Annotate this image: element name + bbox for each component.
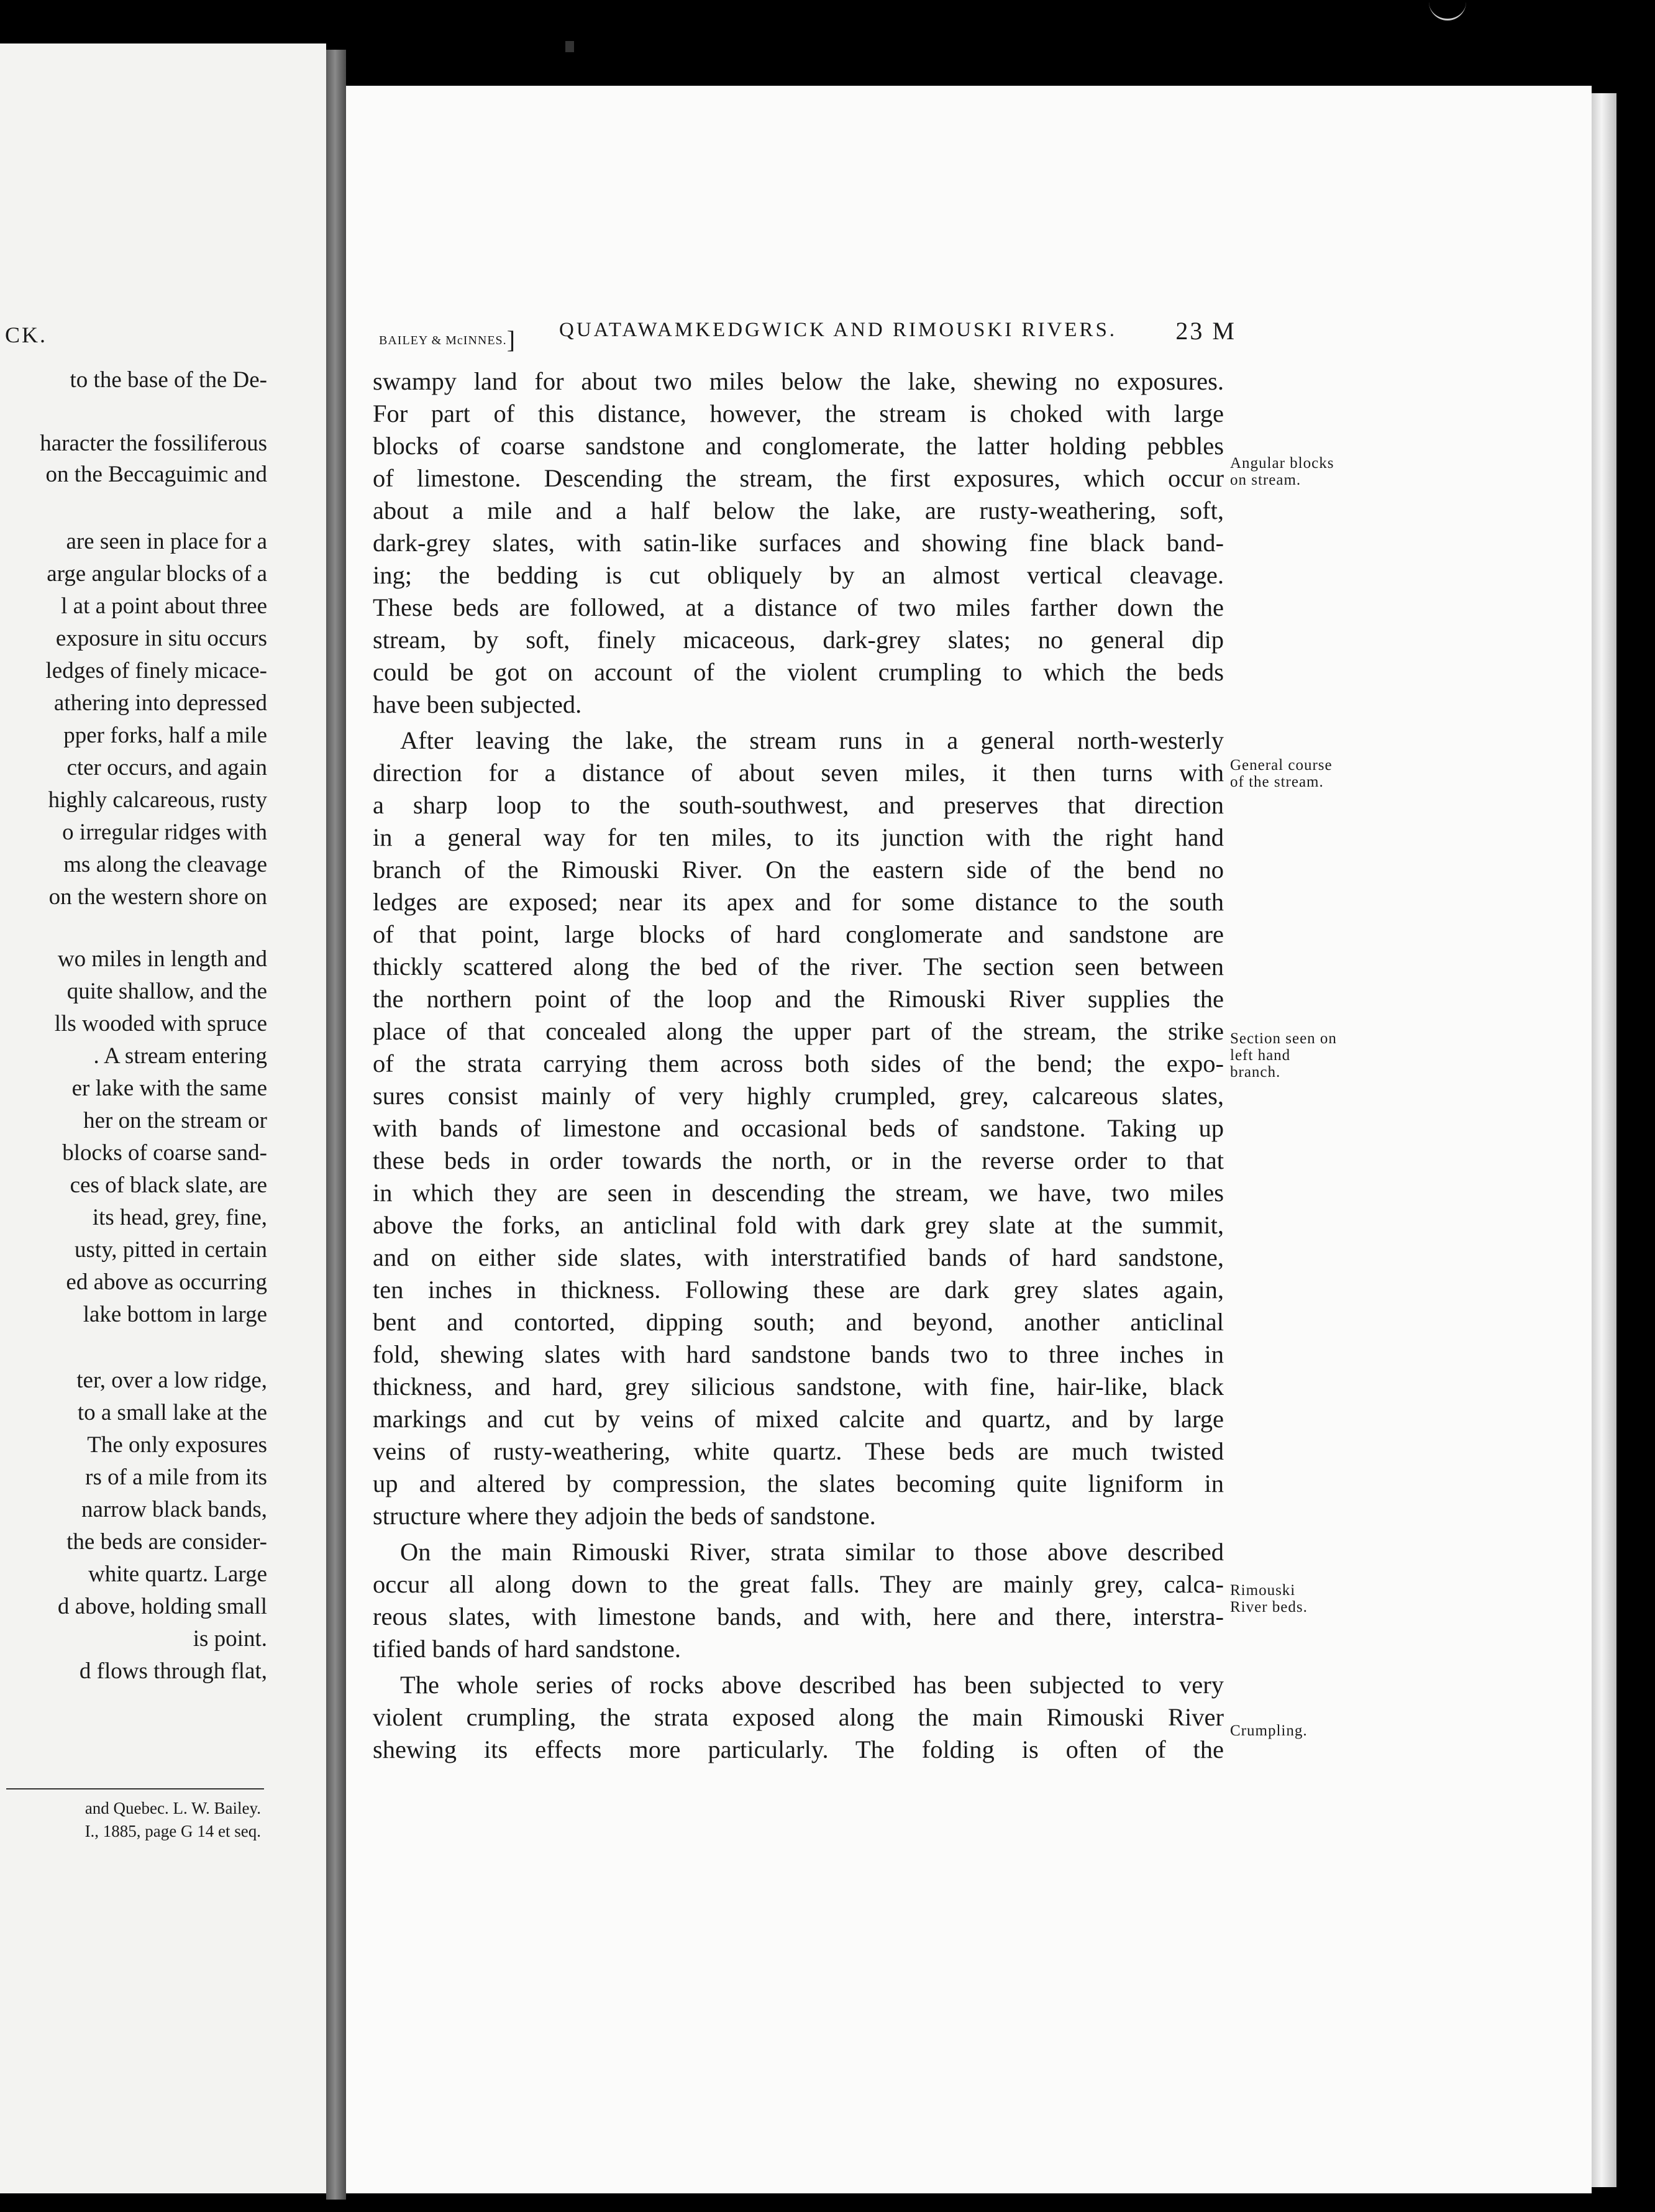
body-line: After leaving the lake, the stream runs in a general north-westerly xyxy=(400,726,1224,754)
left-line: ter, over a low ridge, xyxy=(76,1368,267,1393)
body-line: place of that concealed along the upper part of the stream, the strike xyxy=(373,1017,1224,1045)
left-line: are seen in place for a xyxy=(66,529,267,554)
body-line: in a general way for ten miles, to its junction with the right hand xyxy=(373,823,1224,851)
side-note-angular-blocks: Angular blocks on stream. xyxy=(1230,455,1334,488)
body-line: stream, by soft, finely micaceous, dark-grey slates; no general dip xyxy=(373,626,1224,654)
footnote-rule xyxy=(6,1788,264,1789)
left-line: ms along the cleavage xyxy=(63,852,267,877)
body-line: tified bands of hard sandstone. xyxy=(373,1635,682,1663)
left-footnote-line: I., 1885, page G 14 et seq. xyxy=(84,1822,261,1840)
body-line: occur all along down to the great falls. They are mainly grey, calca- xyxy=(373,1570,1224,1598)
body-line: could be got on account of the violent crumpling to which the beds xyxy=(373,658,1224,686)
body-line: thickly scattered along the bed of the river. The section seen between xyxy=(373,953,1224,980)
running-head-authors: BAILEY & McINNES.] xyxy=(379,326,516,354)
body-line: a sharp loop to the south-southwest, and preserves that direction xyxy=(373,791,1224,819)
left-line: on the western shore on xyxy=(48,884,267,910)
side-note-crumpling: Crumpling. xyxy=(1230,1722,1308,1739)
body-line: shewing its effects more particularly. The folding is often of the xyxy=(373,1735,1224,1763)
body-line: of limestone. Descending the stream, the first exposures, which occur xyxy=(373,464,1224,492)
page-edge xyxy=(1592,93,1616,2187)
body-line: bent and contorted, dipping south; and beyond, another anticlinal xyxy=(373,1308,1224,1336)
body-line: sures consist mainly of very highly crumpled, grey, calcareous slates, xyxy=(373,1082,1224,1110)
body-line: ten inches in thickness. Following these are dark grey slates again, xyxy=(373,1276,1224,1304)
left-line: white quartz. Large xyxy=(88,1561,267,1587)
left-line: to the base of the De- xyxy=(70,367,267,393)
body-line: these beds in order towards the north, or in the reverse order to that xyxy=(373,1146,1224,1174)
body-line: These beds are followed, at a distance of two miles farther down the xyxy=(373,593,1224,621)
left-line: quite shallow, and the xyxy=(66,979,267,1004)
side-note-general-course: General course of the stream. xyxy=(1230,757,1333,790)
body-line: and on either side slates, with interstratified bands of hard sandstone, xyxy=(373,1243,1224,1271)
left-line: l at a point about three xyxy=(61,593,267,619)
left-line: The only exposures xyxy=(87,1432,267,1458)
left-line: is point. xyxy=(193,1626,267,1652)
running-head xyxy=(379,314,1236,354)
scan-speck xyxy=(565,41,574,52)
left-line: its head, grey, fine, xyxy=(92,1205,267,1230)
left-line: athering into depressed xyxy=(53,690,267,716)
left-line: to a small lake at the xyxy=(77,1400,267,1425)
body-line: of the strata carrying them across both sides of the bend; the expo- xyxy=(373,1049,1224,1077)
side-note-rimouski-river-beds: Rimouski River beds. xyxy=(1230,1582,1308,1616)
left-line: on the Beccaguimic and xyxy=(45,462,267,487)
left-line: d above, holding small xyxy=(57,1594,267,1619)
body-line: veins of rusty-weathering, white quartz. These beds are much twisted xyxy=(373,1437,1224,1465)
body-line: structure where they adjoin the beds of sandstone. xyxy=(373,1502,876,1530)
book-spine xyxy=(326,50,346,2200)
body-line: in which they are seen in descending the stream, we have, two miles xyxy=(373,1179,1224,1207)
left-line: ces of black slate, are xyxy=(70,1172,267,1198)
left-line: haracter the fossiliferous xyxy=(40,431,267,456)
left-line: the beds are consider- xyxy=(66,1529,267,1555)
body-line: direction for a distance of about seven miles, it then turns with xyxy=(373,759,1224,787)
left-line: ledges of finely micace- xyxy=(45,658,267,683)
running-head-title: QUATAWAMKEDGWICK AND RIMOUSKI RIVERS. xyxy=(559,319,1118,341)
body-line: On the main Rimouski River, strata similar to those above described xyxy=(400,1538,1224,1566)
left-line: o irregular ridges with xyxy=(62,820,267,845)
left-line: exposure in situ occurs xyxy=(55,626,267,651)
body-line: about a mile and a half below the lake, are rusty-weathering, soft, xyxy=(373,496,1224,524)
body-line: swampy land for about two miles below the lake, shewing no exposures. xyxy=(373,367,1224,395)
body-line: The whole series of rocks above described has been subjected to very xyxy=(400,1671,1224,1699)
page-number: 23 M xyxy=(1175,317,1236,345)
body-line: fold, shewing slates with hard sandstone bands two to three inches in xyxy=(373,1340,1224,1368)
left-line: d flows through flat, xyxy=(79,1658,267,1684)
left-line: rs of a mile from its xyxy=(85,1465,267,1490)
body-line: have been subjected. xyxy=(373,690,582,718)
left-line: lake bottom in large xyxy=(83,1302,267,1327)
left-line: narrow black bands, xyxy=(81,1497,267,1522)
left-line: ed above as occurring xyxy=(66,1269,267,1295)
left-line: usty, pitted in certain xyxy=(75,1237,267,1263)
body-line: above the forks, an anticlinal fold with dark grey slate at the summit, xyxy=(373,1211,1224,1239)
body-line: markings and cut by veins of mixed calcite and quartz, and by large xyxy=(373,1405,1224,1433)
body-line: the northern point of the loop and the Rimouski River supplies the xyxy=(373,985,1224,1013)
body-line: with bands of limestone and occasional beds of sandstone. Taking up xyxy=(373,1114,1224,1142)
left-line: cter occurs, and again xyxy=(66,755,267,780)
left-line: blocks of coarse sand- xyxy=(62,1140,267,1166)
body-line: up and altered by compression, the slates becoming quite ligniform in xyxy=(373,1469,1224,1497)
body-line: of that point, large blocks of hard conglomerate and sandstone are xyxy=(373,920,1224,948)
body-line: For part of this distance, however, the stream is choked with large xyxy=(373,400,1224,427)
left-line: arge angular blocks of a xyxy=(47,561,267,587)
body-line: reous slates, with limestone bands, and with, here and there, interstra- xyxy=(373,1602,1224,1630)
left-footnote-line: and Quebec. L. W. Bailey. xyxy=(84,1799,261,1817)
body-line: ledges are exposed; near its apex and for some distance to the south xyxy=(373,888,1224,916)
left-page xyxy=(0,43,326,2193)
scan-speck xyxy=(1429,0,1466,21)
left-line: lls wooded with spruce xyxy=(54,1011,267,1036)
left-line: . A stream entering xyxy=(93,1043,267,1069)
body-line: ing; the bedding is cut obliquely by an almost vertical cleavage. xyxy=(373,561,1224,589)
left-line: pper forks, half a mile xyxy=(63,723,267,748)
left-line: wo miles in length and xyxy=(57,946,267,972)
left-line: her on the stream or xyxy=(83,1108,267,1133)
left-page-header: CK. xyxy=(5,322,48,347)
body-line: thickness, and hard, grey silicious sandstone, with fine, hair-like, black xyxy=(373,1373,1224,1401)
body-line: branch of the Rimouski River. On the eastern side of the bend no xyxy=(373,856,1224,884)
left-line: er lake with the same xyxy=(71,1076,267,1101)
left-line: highly calcareous, rusty xyxy=(48,787,267,813)
body-line: violent crumpling, the strata exposed along the main Rimouski River xyxy=(373,1703,1224,1731)
body-line: dark-grey slates, with satin-like surfaces and showing fine black band- xyxy=(373,529,1224,557)
side-note-section-seen: Section seen on left hand branch. xyxy=(1230,1030,1337,1081)
body-line: blocks of coarse sandstone and conglomerate, the latter holding pebbles xyxy=(373,432,1224,460)
